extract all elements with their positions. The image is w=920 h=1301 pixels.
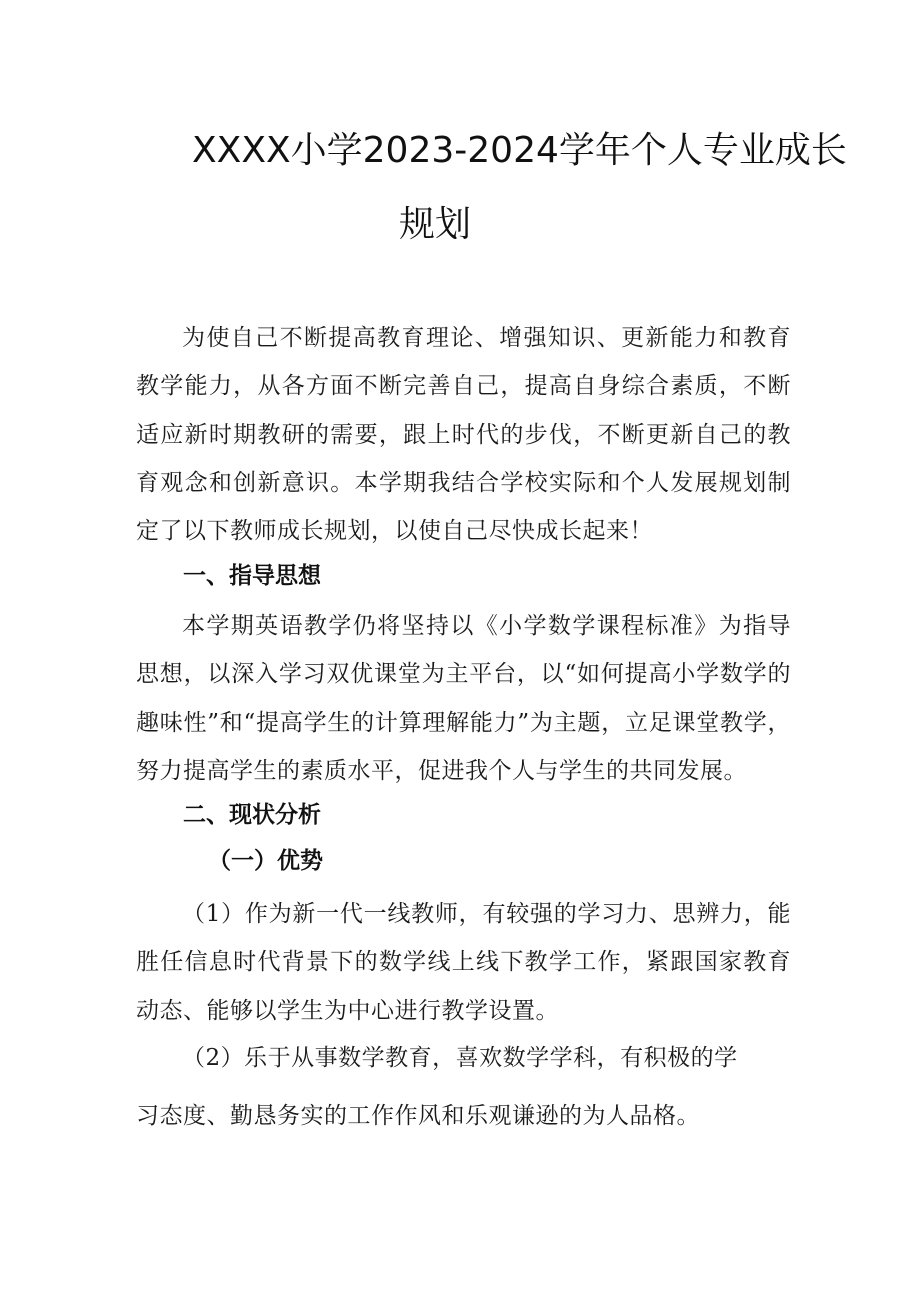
section-heading-status-analysis: 二、现状分析 (183, 802, 321, 828)
document-title-line-1: XXXX小学2023-2024学年个人专业成长 (192, 130, 847, 171)
intro-paragraph: 为使自己不断提高教育理论、增强知识、更新能力和教育教学能力，从各方面不断完善自己，提高自身综合素质，不断适应新时期教研的需要，跟上时代的步伐，不断更新自己的教育观念和创新意识。本学期我结合学校实际和个人发展规划制定了以下教师成长规划，以使自己尽快成长起来！ (136, 325, 791, 545)
advantage-item-2-line-2: 习态度、勤恳务实的工作作风和乐观谦逊的为人品格。 (136, 1103, 700, 1129)
advantage-item-2-line-1: （2）乐于从事数学教育，喜欢数学学科，有积极的学 (182, 1045, 738, 1071)
advantage-item-1: （1）作为新一代一线教师，有较强的学习力、思辨力，能胜任信息时代背景下的数学线上线下教学工作，紧跟国家教育动态、能够以学生为中心进行教学设置。 (136, 901, 791, 1024)
subsection-heading-advantages: （一）优势 (208, 848, 323, 874)
guiding-ideology-paragraph: 本学期英语教学仍将坚持以《小学数学课程标准》为指导思想，以深入学习双优课堂为主平台，以“如何提高小学数学的趣味性”和“提高学生的计算理解能力”为主题，立足课堂教学，努力提高学生的素质水平，促进我个人与学生的共同发展。 (136, 613, 791, 784)
document-title-line-2: 规划 (398, 204, 471, 245)
section-heading-guiding-ideology: 一、指导思想 (183, 563, 321, 589)
